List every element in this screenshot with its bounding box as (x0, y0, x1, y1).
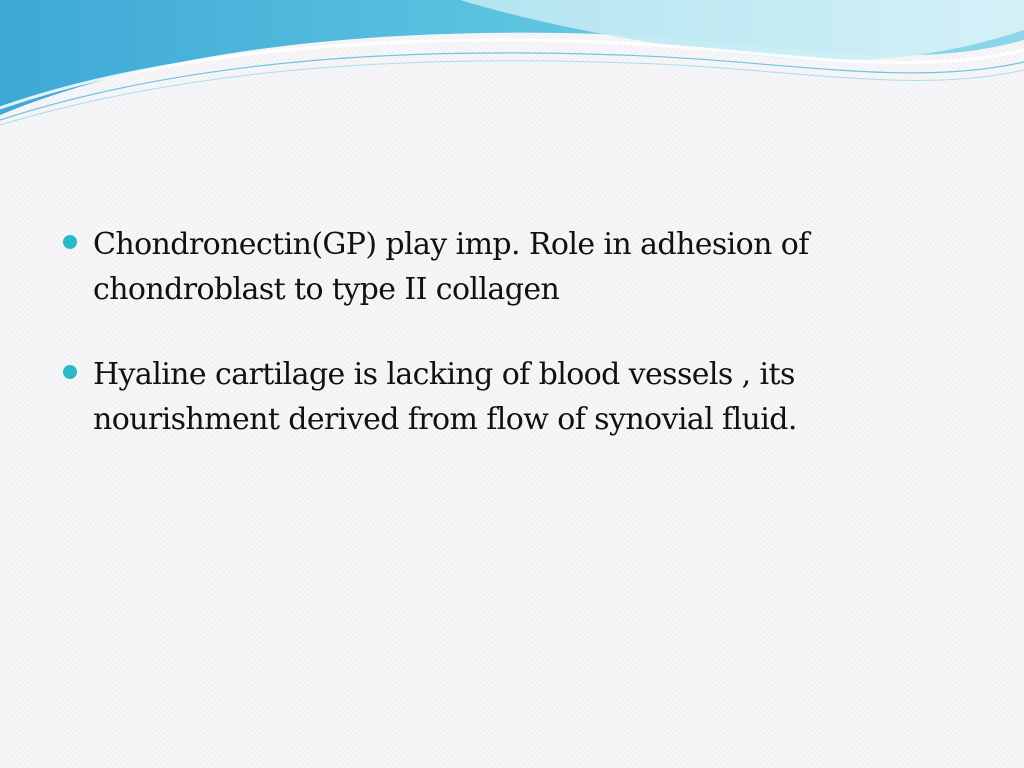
bullet-dot-icon (63, 235, 77, 249)
bullet-text-2: Hyaline cartilage is lacking of blood vessels , its nourishment derived from flow of synovial fluid. (93, 357, 797, 437)
bullet-dot-icon (63, 365, 77, 379)
bullet-item-1 (62, 222, 962, 312)
bullet-text-1: Chondronectin(GP) play imp. Role in adhesion of chondroblast to type II collagen (93, 227, 809, 307)
header-wave-decoration (0, 0, 1024, 130)
bullet-list (62, 222, 962, 482)
bullet-item-2 (62, 352, 962, 442)
